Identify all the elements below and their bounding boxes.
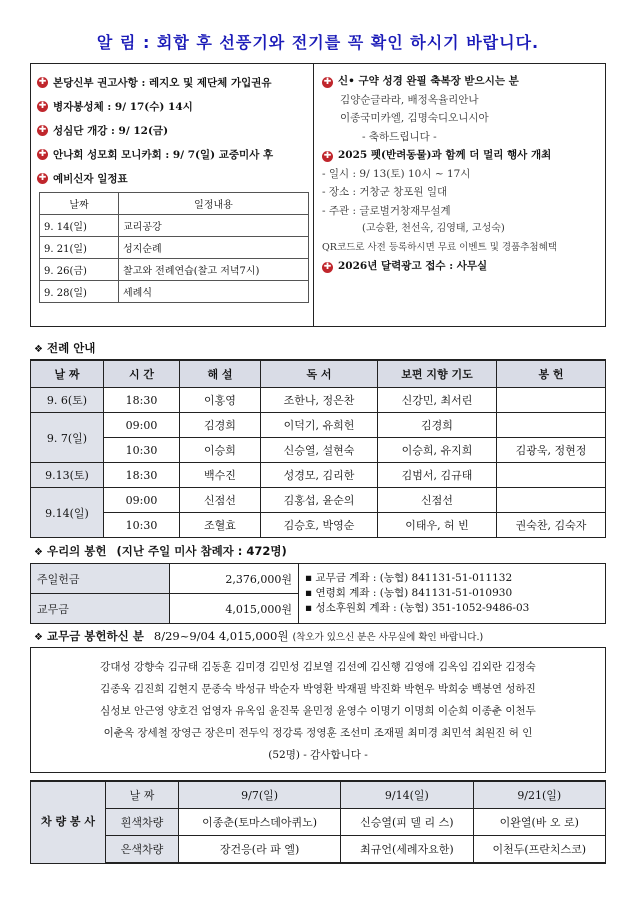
title-separator: : xyxy=(142,33,151,52)
pet-event-title: ✚ 2025 펫(반려동물)과 함께 더 멀리 행사 개최 xyxy=(323,149,552,161)
table-row xyxy=(31,564,606,594)
congrats-text: - 축하드립니다 - xyxy=(362,130,437,143)
pet-event-host: - 주관 : 글로벌거창재무설계 xyxy=(322,204,451,217)
table-row: 9. 7(일) 09:00 김경희 이덕기, 유희헌 김경희 xyxy=(31,413,606,438)
offering-amount: 4,015,000원 xyxy=(170,594,299,624)
cross-icon: ✚ xyxy=(38,76,47,87)
title-label: 알 림 xyxy=(96,33,137,52)
title-message: 회합 후 선풍기와 전기를 꼭 확인 하시기 바랍니다. xyxy=(156,33,540,52)
diamond-bullet-icon: ❖ xyxy=(34,547,43,558)
offering-label: 주일헌금 xyxy=(31,564,170,594)
pet-event-qr: QR코드로 사전 등록하시면 무료 이벤트 및 경품추첨혜택 xyxy=(322,241,557,253)
tithe-period: 8/29~9/04 4,015,000원 xyxy=(153,629,289,643)
notice-item: ✚ 안나회 성모회 모니카회 : 9/ 7(일) 교중미사 후 xyxy=(38,148,274,161)
notice-box xyxy=(30,63,606,327)
catechumen-schedule-table xyxy=(39,192,309,303)
pet-event-place: - 장소 : 거창군 창포원 일대 xyxy=(322,186,448,198)
donor-line: 김종욱 김진희 김현지 문종숙 박성규 박순자 박영환 박재필 박진화 박현우 박희숭 백봉연 성하진 xyxy=(100,683,536,695)
cross-icon: ✚ xyxy=(38,172,47,183)
notice-item: ✚ 본당신부 권고사항 : 레지오 및 제단체 가입권유 xyxy=(38,76,272,89)
schedule-header: 날짜 xyxy=(40,193,119,215)
schedule-row: 9. 14(일) 교리공강 xyxy=(40,215,309,237)
donor-list xyxy=(30,647,606,773)
account-list xyxy=(299,564,606,624)
schedule-row: 9. 21(일) 성지순례 xyxy=(40,237,309,259)
bible-names: 이종국미카엘, 김명숙디오니시아 xyxy=(340,112,489,124)
attendance-text: (지난 주일 미사 참례자 : 472명) xyxy=(116,544,287,558)
cross-icon: ✚ xyxy=(323,151,332,161)
account-line: ▪ 연령회 계좌 : (농협) 841131-51-010930 xyxy=(305,587,513,599)
diamond-bullet-icon: ❖ xyxy=(34,344,43,355)
cross-icon: ✚ xyxy=(323,77,332,87)
calendar-notice: ✚ 2026년 달력광고 접수 : 사무실 xyxy=(323,260,488,272)
cross-icon: ✚ xyxy=(38,100,47,111)
notice-right-column xyxy=(314,64,605,326)
bible-names: 김양순글라라, 배정옥율리안나 xyxy=(340,93,479,106)
donor-line: 강대성 강향숙 김규태 김동훈 김미경 김민성 김보열 김선예 김신행 김영애 김옥임 김외란 김정숙 xyxy=(100,661,536,673)
notice-left-column xyxy=(31,64,314,326)
table-row: 10:30 조혈효 김승호, 박영순 이태우, 허 빈 권숙찬, 김숙자 xyxy=(31,513,606,538)
donor-line: 이춘옥 장세철 장영근 장은미 전두익 정강록 정영훈 조선미 조재필 최미경 최민석 최원진 허 인 xyxy=(103,727,533,739)
pet-event-host-detail: (고승환, 천선옥, 김영태, 고성숙) xyxy=(362,223,505,234)
notice-item: ✚ 병자봉성체 : 9/ 17(수) 14시 xyxy=(38,100,193,113)
table-row: 9.13(토) 18:30 백수진 성경모, 김리한 김범서, 김규태 xyxy=(31,463,606,488)
donor-count: (52명) - 감사합니다 - xyxy=(268,749,368,761)
offering-amount: 2,376,000원 xyxy=(170,564,299,594)
table-row: 차 량 봉 사 날 짜 9/7(일) 9/14(일) 9/21(일) xyxy=(31,781,606,809)
offering-table xyxy=(30,563,606,624)
bible-notice-title: ✚ 신• 구약 성경 완필 축복장 받으시는 분 xyxy=(323,75,519,87)
schedule-header: 일정내용 xyxy=(119,193,309,215)
table-row: 9.14(일) 09:00 신점선 김홍섭, 윤순의 신점선 xyxy=(31,488,606,513)
account-line: ▪ 성소후원회 계좌 : (농협) 351-1052-9486-03 xyxy=(305,602,530,614)
cross-icon: ✚ xyxy=(38,148,47,159)
notice-item: ✚ 예비신자 일정표 xyxy=(38,172,128,185)
tithe-note: (착오가 있으신 분은 사무실에 확인 바랍니다.) xyxy=(292,632,484,643)
table-row: 은색차량 장건응(라 파 엘) 최규언(세례자요한) 이천두(프란치스코) xyxy=(31,836,606,864)
page-title xyxy=(0,30,636,53)
vehicle-service-table xyxy=(30,780,606,864)
table-row: 9. 6(토) 18:30 이홍영 조한나, 정은찬 신강민, 최서린 xyxy=(31,388,606,413)
tithe-section-title: ❖ 교무금 봉헌하신 분 8/29~9/04 4,015,000원 (착오가 있으신 분은 사무실에 확인 바랍니다.) xyxy=(34,629,484,643)
donor-line: 심성보 안근영 양호건 엄영자 유옥임 윤진묵 윤민정 윤영수 이명기 이명희 이순희 이종춘 이천두 xyxy=(100,705,536,717)
cross-icon: ✚ xyxy=(38,124,47,135)
diamond-bullet-icon: ❖ xyxy=(34,632,43,643)
schedule-row: 9. 28(일) 세례식 xyxy=(40,281,309,303)
liturgy-section-title: ❖ 전례 안내 xyxy=(34,341,96,355)
table-row: 10:30 이승희 신승열, 설현숙 이승희, 유지희 김광욱, 정현정 xyxy=(31,438,606,463)
table-row: 흰색차량 이종춘(토마스데아퀴노) 신승열(피 델 리 스) 이완열(바 오 로) xyxy=(31,809,606,836)
cross-icon: ✚ xyxy=(323,262,332,272)
vehicle-service-title: 차 량 봉 사 xyxy=(31,781,106,863)
schedule-row: 9. 26(금) 찰고와 전례연습(찰고 저녁7시) xyxy=(40,259,309,281)
offering-label: 교무금 xyxy=(31,594,170,624)
account-line: ▪ 교무금 계좌 : (농협) 841131-51-011132 xyxy=(305,572,513,584)
pet-event-date: - 일시 : 9/ 13(토) 10시 ~ 17시 xyxy=(322,167,471,180)
offering-section-title: ❖ 우리의 봉헌 (지난 주일 미사 참례자 : 472명) xyxy=(34,544,287,558)
notice-item: ✚ 성심단 개강 : 9/ 12(금) xyxy=(38,124,169,137)
liturgy-table xyxy=(30,359,606,538)
liturgy-header-row: 날 짜 시 간 해 설 독 서 보편 지향 기도 봉 헌 xyxy=(31,360,606,388)
